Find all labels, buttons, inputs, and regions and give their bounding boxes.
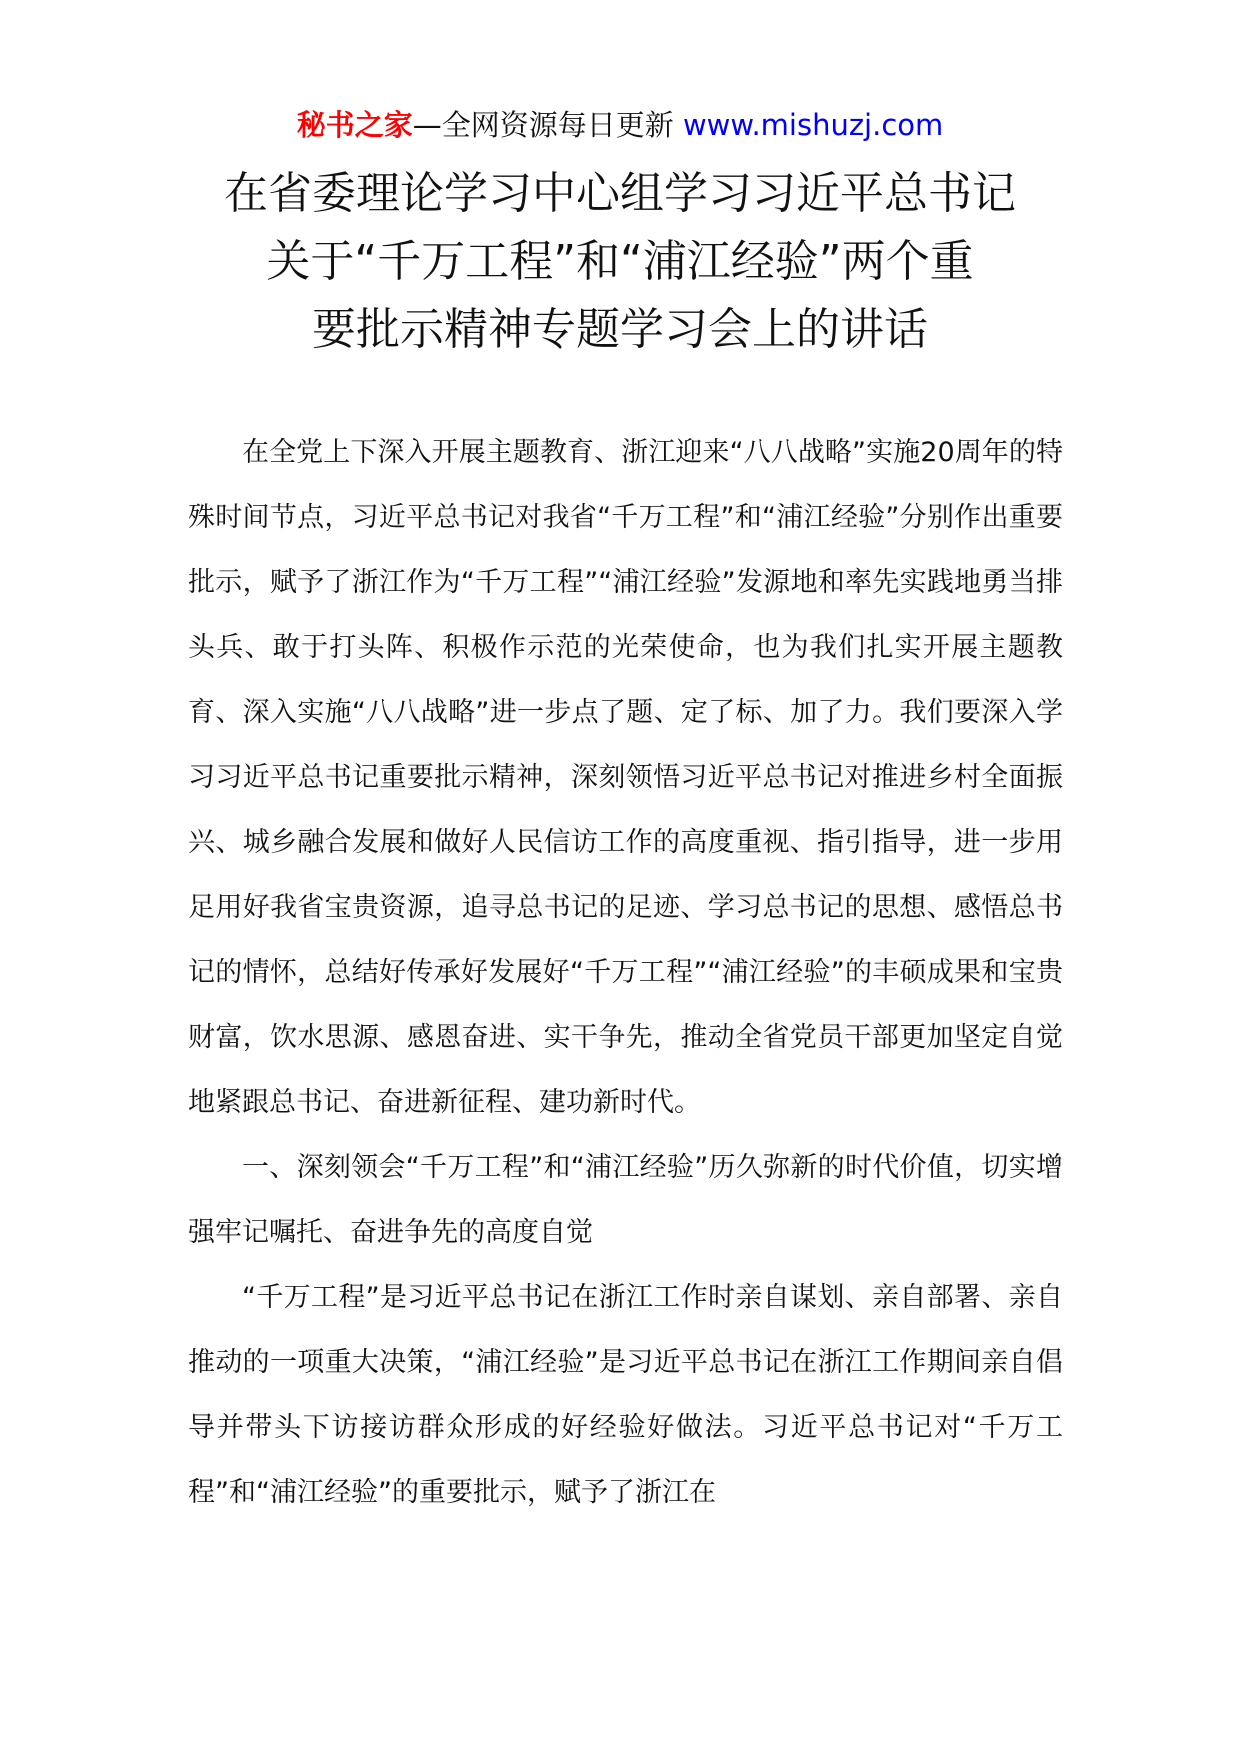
brand-name: 秘书之家 <box>296 108 413 142</box>
title-line: 要批示精神专题学习会上的讲话 <box>312 304 928 355</box>
site-url-link[interactable]: www.mishuzj.com <box>682 108 944 142</box>
section-heading: 一、深刻领会“千万工程”和“浦江经验”历久弥新的时代价值，切实增强牢记嘱托、奋进争先的高度自觉 <box>188 1152 1063 1248</box>
site-header <box>0 105 1240 145</box>
document-title <box>150 160 1090 364</box>
header-tagline: —全网资源每日更新 <box>412 108 683 142</box>
document-body <box>188 420 1063 1525</box>
title-line: 关于“千万工程”和“浦江经验”两个重 <box>266 236 974 287</box>
body-paragraph: “千万工程”是习近平总书记在浙江工作时亲自谋划、亲自部署、亲自推动的一项重大决策，“浦江经验”是习近平总书记在浙江工作期间亲自倡导并带头下访接访群众形成的好经验好做法。习近平总书记对“千万工程”和“浦江经验”的重要批示，赋予了浙江在 <box>188 1282 1063 1508</box>
title-line: 在省委理论学习中心组学习习近平总书记 <box>224 168 1016 219</box>
body-paragraph: 在全党上下深入开展主题教育、浙江迎来“八八战略”实施20周年的特殊时间节点，习近平总书记对我省“千万工程”和“浦江经验”分别作出重要批示，赋予了浙江作为“千万工程”“浦江经验”发源地和率先实践地勇当排头兵、敢于打头阵、积极作示范的光荣使命，也为我们扎实开展主题教育、深入实施“八八战略”进一步点了题、定了标、加了力。我们要深入学习习近平总书记重要批示精神，深刻领悟习近平总书记对推进乡村全面振兴、城乡融合发展和做好人民信访工作的高度重视、指引指导，进一步用足用好我省宝贵资源，追寻总书记的足迹、学习总书记的思想、感悟总书记的情怀，总结好传承好发展好“千万工程”“浦江经验”的丰硕成果和宝贵财富，饮水思源、感恩奋进、实干争先，推动全省党员干部更加坚定自觉地紧跟总书记、奋进新征程、建功新时代。 <box>188 437 1063 1118</box>
